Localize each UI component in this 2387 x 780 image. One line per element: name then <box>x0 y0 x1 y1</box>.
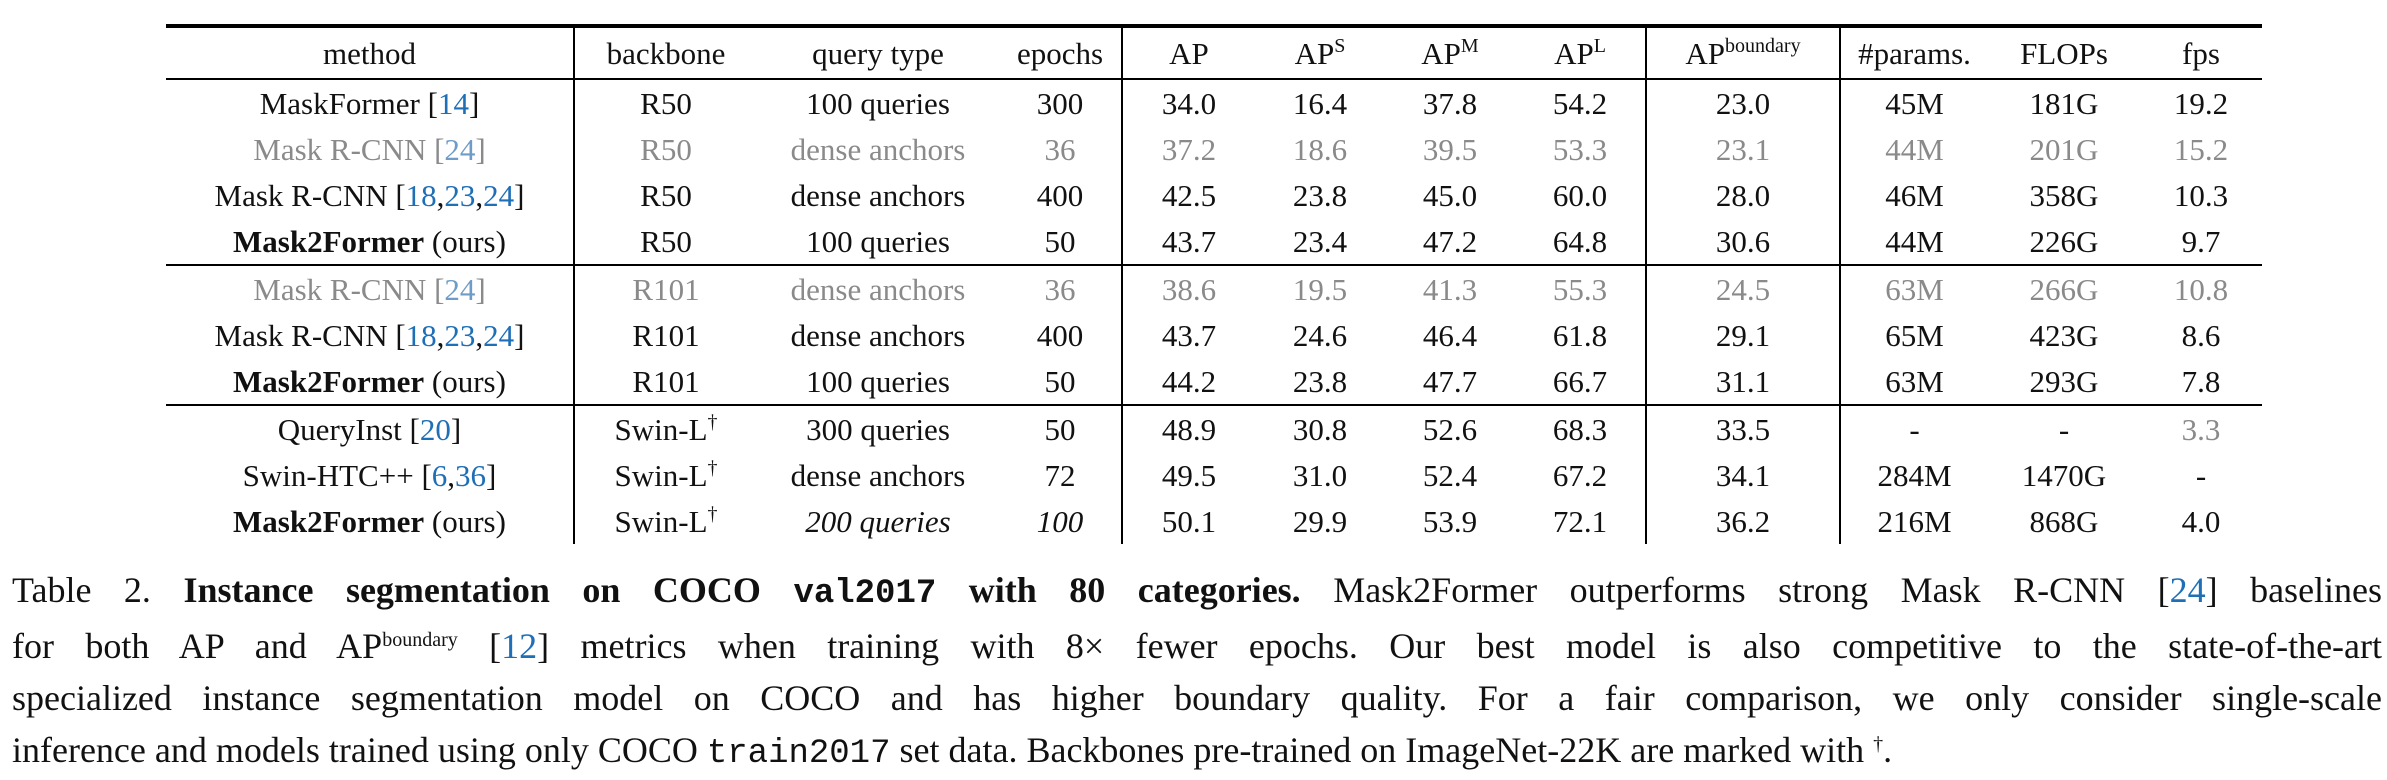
caption-cite-24[interactable]: 24 <box>2169 570 2206 610</box>
cell-apm: 45.0 <box>1422 177 1478 213</box>
header-ap-small-base: AP <box>1294 35 1335 71</box>
cell-apm: 39.5 <box>1422 131 1478 167</box>
table-row <box>166 126 2262 172</box>
cell-apm: 53.9 <box>1422 503 1478 539</box>
cell-epochs: 50 <box>999 358 1122 405</box>
cell-aps: 23.8 <box>1292 177 1348 213</box>
cell-ap: 37.2 <box>1161 131 1217 167</box>
cell-method <box>166 358 574 405</box>
method-suffix: (ours) <box>431 223 506 259</box>
cell-apb: 33.5 <box>1646 405 1840 452</box>
caption-title-b: with 80 categories. <box>968 570 1301 610</box>
cell-params: 63M <box>1885 363 1944 399</box>
header-ap-small-sup: S <box>1334 34 1346 57</box>
table-row <box>166 265 2262 312</box>
cell-flops: 266G <box>2029 271 2099 307</box>
cell-epochs: 400 <box>999 172 1122 218</box>
table-row <box>166 358 2262 405</box>
caption-label: Table 2. <box>12 570 151 610</box>
cell-ap: 34.0 <box>1161 85 1217 121</box>
citation-link[interactable]: 14 <box>437 85 469 121</box>
method-suffix: (ours) <box>431 503 506 539</box>
cell-method <box>166 218 574 265</box>
cell-flops: 423G <box>2029 317 2099 353</box>
backbone-name: Swin-L <box>614 503 708 539</box>
caption-text-8: set data. Backbones pre-trained on ImageNet-22K are marked with <box>899 730 1865 770</box>
backbone-name: R101 <box>632 271 700 307</box>
method-name: Swin-HTC++ <box>242 457 414 493</box>
citation-link[interactable]: 23 <box>444 317 476 353</box>
header-ap-boundary-base: AP <box>1685 35 1726 71</box>
cell-method: MaskFormer [14] <box>166 79 574 126</box>
cell-fps: 3.3 <box>2181 411 2221 447</box>
cell-params: - <box>1909 411 1920 447</box>
method-name: Mask R-CNN <box>214 317 388 353</box>
cell-epochs: 72 <box>999 452 1122 498</box>
cell-apm: 47.7 <box>1422 363 1478 399</box>
method-name: Mask R-CNN <box>214 177 388 213</box>
header-params: #params. <box>1858 35 1971 71</box>
cell-flops: 181G <box>2029 85 2099 121</box>
header-fps: fps <box>2182 35 2220 71</box>
cell-ap: 43.7 <box>1161 223 1217 259</box>
citation-link[interactable]: 24 <box>444 271 476 307</box>
cell-ap: 42.5 <box>1161 177 1217 213</box>
cell-flops: - <box>2058 411 2070 447</box>
cell-backbone <box>574 79 757 126</box>
caption-line-1 <box>12 564 2382 620</box>
cell-apb: 36.2 <box>1646 498 1840 544</box>
cell-ap: 50.1 <box>1161 503 1217 539</box>
cell-aps: 23.8 <box>1292 363 1348 399</box>
cell-apb: 30.6 <box>1646 218 1840 265</box>
method-name: Mask2Former <box>233 363 425 399</box>
cell-fps: 9.7 <box>2181 223 2221 259</box>
header-query-type: query type <box>812 35 944 71</box>
caption-text-3: for both AP and AP <box>12 626 383 666</box>
cell-params: 45M <box>1885 85 1944 121</box>
cell-aps: 31.0 <box>1292 457 1348 493</box>
header-ap-large-sup: L <box>1593 34 1606 57</box>
table-row <box>166 172 2262 218</box>
header-ap: AP <box>1169 35 1209 71</box>
cell-params: 44M <box>1885 223 1944 259</box>
cell-fps: 10.3 <box>2173 177 2229 213</box>
backbone-name: Swin-L <box>614 411 708 447</box>
cell-flops: 868G <box>2029 503 2099 539</box>
cell-params: 44M <box>1885 131 1944 167</box>
cell-fps: 4.0 <box>2181 503 2221 539</box>
table-row <box>166 498 2262 544</box>
cell-method: Mask R-CNN [24] <box>166 126 574 172</box>
dagger-mark: † <box>707 502 718 525</box>
results-table <box>166 24 2262 544</box>
cell-apm: 52.6 <box>1422 411 1478 447</box>
cell-apl: 64.8 <box>1515 218 1646 265</box>
caption-sup-boundary: boundary <box>382 629 458 651</box>
cell-apm: 41.3 <box>1422 271 1478 307</box>
cell-backbone <box>574 265 757 312</box>
cell-apl: 53.3 <box>1515 126 1646 172</box>
cell-flops: 358G <box>2029 177 2099 213</box>
cell-backbone <box>574 358 757 405</box>
cell-fps: 10.8 <box>2173 271 2229 307</box>
method-name: Mask2Former <box>233 503 425 539</box>
caption-cite-12[interactable]: 12 <box>501 626 538 666</box>
header-row <box>166 26 2262 79</box>
header-epochs: epochs <box>999 26 1122 79</box>
table-caption <box>12 564 2382 780</box>
cell-apb: 31.1 <box>1646 358 1840 405</box>
caption-title <box>183 570 1301 613</box>
cell-backbone <box>574 405 757 452</box>
backbone-name: R50 <box>640 177 692 213</box>
caption-sup-dagger: † <box>1873 733 1884 755</box>
cell-query-type: 300 queries <box>806 411 950 447</box>
cell-apm: 52.4 <box>1422 457 1478 493</box>
header-backbone: backbone <box>606 35 726 71</box>
dagger-mark: † <box>707 410 718 433</box>
header-ap-small <box>1255 26 1385 79</box>
cell-ap: 49.5 <box>1161 457 1217 493</box>
citation-link[interactable]: 24 <box>483 177 515 213</box>
cell-epochs: 400 <box>999 312 1122 358</box>
caption-title-a: Instance segmentation on COCO <box>183 570 761 610</box>
method-name: MaskFormer <box>259 85 420 121</box>
cell-query-type: 100 queries <box>806 223 950 259</box>
cell-query-type: 100 queries <box>806 363 950 399</box>
cell-params: 63M <box>1885 271 1944 307</box>
cell-apl: 66.7 <box>1515 358 1646 405</box>
table-row <box>166 312 2262 358</box>
cell-apl: 68.3 <box>1515 405 1646 452</box>
backbone-name: R50 <box>640 85 692 121</box>
table-row <box>166 79 2262 126</box>
caption-line-2 <box>12 620 2382 672</box>
table-row <box>166 452 2262 498</box>
cell-flops: 226G <box>2029 223 2099 259</box>
cell-fps: 15.2 <box>2173 131 2229 167</box>
cell-method: Mask R-CNN [18,23,24] <box>166 172 574 218</box>
cell-flops: 293G <box>2029 363 2099 399</box>
table-row <box>166 218 2262 265</box>
cell-apb: 24.5 <box>1646 265 1840 312</box>
caption-text-7: inference and models trained using only COCO <box>12 730 698 770</box>
citation-link[interactable]: 23 <box>444 177 476 213</box>
cell-backbone <box>574 126 757 172</box>
cell-apm: 46.4 <box>1422 317 1478 353</box>
cell-apl: 72.1 <box>1515 498 1646 544</box>
cell-apb: 29.1 <box>1646 312 1840 358</box>
cell-apl: 55.3 <box>1515 265 1646 312</box>
caption-mono-train2017: train2017 <box>706 735 891 773</box>
cell-epochs: 36 <box>999 265 1122 312</box>
citation-link[interactable]: 18 <box>405 317 437 353</box>
backbone-name: R50 <box>640 223 692 259</box>
cell-params: 284M <box>1877 457 1952 493</box>
method-name: QueryInst <box>277 411 402 447</box>
citation-link[interactable]: 20 <box>419 411 451 447</box>
cell-backbone <box>574 218 757 265</box>
cell-aps: 29.9 <box>1292 503 1348 539</box>
backbone-name: R101 <box>632 363 700 399</box>
backbone-name: R101 <box>632 317 700 353</box>
cell-apm: 47.2 <box>1422 223 1478 259</box>
caption-text-2: ] baselines <box>2205 570 2383 610</box>
cell-aps: 24.6 <box>1292 317 1348 353</box>
citation-link[interactable]: 24 <box>444 131 476 167</box>
cell-query-type: dense anchors <box>790 131 966 167</box>
cell-query-type: dense anchors <box>790 457 966 493</box>
header-ap-medium-sup: M <box>1460 34 1479 57</box>
cell-fps: 19.2 <box>2173 85 2229 121</box>
citation-link[interactable]: 36 <box>455 457 487 493</box>
table-row <box>166 405 2262 452</box>
table-body <box>166 79 2262 544</box>
header-method: method <box>166 26 574 79</box>
cell-apb: 34.1 <box>1646 452 1840 498</box>
header-ap-large-base: AP <box>1554 35 1594 71</box>
cell-apl: 54.2 <box>1515 79 1646 126</box>
citation-link[interactable]: 6 <box>431 457 448 493</box>
backbone-name: R50 <box>640 131 692 167</box>
caption-line-4 <box>12 724 2382 780</box>
cell-method: Mask R-CNN [24] <box>166 265 574 312</box>
method-suffix: (ours) <box>431 363 506 399</box>
cell-apl: 60.0 <box>1515 172 1646 218</box>
method-name: Mask R-CNN <box>253 131 427 167</box>
cell-epochs: 300 <box>999 79 1122 126</box>
cell-query-type: 200 queries <box>805 503 951 539</box>
cell-params: 65M <box>1885 317 1944 353</box>
cell-method: Mask R-CNN [18,23,24] <box>166 312 574 358</box>
cell-method <box>166 498 574 544</box>
cell-backbone <box>574 172 757 218</box>
method-name: Mask2Former <box>233 223 425 259</box>
caption-title-split: val2017 <box>793 575 937 613</box>
cell-backbone <box>574 452 757 498</box>
dagger-mark: † <box>707 456 718 479</box>
cell-method: Swin-HTC++ [6,36] <box>166 452 574 498</box>
cell-aps: 18.6 <box>1292 131 1348 167</box>
cell-ap: 43.7 <box>1161 317 1217 353</box>
cell-epochs: 50 <box>999 218 1122 265</box>
cell-epochs: 100 <box>999 498 1122 544</box>
cell-query-type: 100 queries <box>806 85 950 121</box>
caption-text-1: Mask2Former outperforms strong Mask R-CNN [ <box>1333 570 2170 610</box>
cell-params: 46M <box>1885 177 1944 213</box>
cell-query-type: dense anchors <box>790 177 966 213</box>
backbone-name: Swin-L <box>614 457 708 493</box>
cell-aps: 16.4 <box>1292 85 1348 121</box>
cell-flops: 1470G <box>2021 457 2107 493</box>
header-ap-large <box>1515 26 1646 79</box>
cell-apm: 37.8 <box>1422 85 1478 121</box>
cell-fps: 7.8 <box>2181 363 2221 399</box>
cell-flops: 201G <box>2029 131 2099 167</box>
header-ap-medium <box>1385 26 1515 79</box>
citation-link[interactable]: 18 <box>405 177 437 213</box>
cell-ap: 38.6 <box>1161 271 1217 307</box>
cell-params: 216M <box>1877 503 1952 539</box>
caption-text-9: . <box>1883 730 1893 770</box>
cell-apb: 28.0 <box>1646 172 1840 218</box>
cell-aps: 23.4 <box>1292 223 1348 259</box>
cell-fps: - <box>2195 457 2207 493</box>
cell-query-type: dense anchors <box>790 271 966 307</box>
cell-apl: 67.2 <box>1515 452 1646 498</box>
cell-ap: 44.2 <box>1161 363 1217 399</box>
method-name: Mask R-CNN <box>253 271 427 307</box>
caption-line-3: specialized instance segmentation model on COCO and has higher boundary quality. For a fair comparison, we only consider single-scale <box>12 678 2382 718</box>
header-ap-boundary <box>1646 26 1840 79</box>
cell-ap: 48.9 <box>1161 411 1217 447</box>
header-ap-boundary-sup: boundary <box>1725 34 1801 57</box>
cell-backbone <box>574 498 757 544</box>
cell-query-type: dense anchors <box>790 317 966 353</box>
caption-text-5: ] metrics when training with 8× fewer epochs. Our best model is also competitive to the state-of-the-art <box>537 626 2383 666</box>
header-ap-medium-base: AP <box>1421 35 1461 71</box>
cell-fps: 8.6 <box>2181 317 2221 353</box>
header-flops: FLOPs <box>2020 35 2108 71</box>
cell-apl: 61.8 <box>1515 312 1646 358</box>
citation-link[interactable]: 24 <box>483 317 515 353</box>
cell-backbone <box>574 312 757 358</box>
cell-epochs: 36 <box>999 126 1122 172</box>
cell-apb: 23.1 <box>1646 126 1840 172</box>
cell-aps: 19.5 <box>1292 271 1348 307</box>
cell-epochs: 50 <box>999 405 1122 452</box>
cell-aps: 30.8 <box>1292 411 1348 447</box>
caption-text-4: [ <box>489 626 502 666</box>
cell-method: QueryInst [20] <box>166 405 574 452</box>
cell-apb: 23.0 <box>1646 79 1840 126</box>
